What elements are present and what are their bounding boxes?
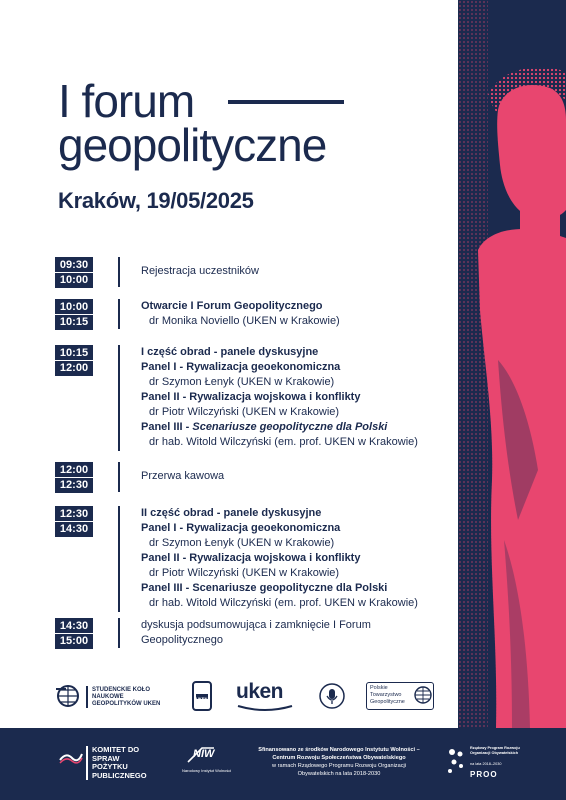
- time-box: [55, 618, 93, 649]
- speaker: dr hab. Witold Wilczyński (em. prof. UKEN w Krakowie): [149, 436, 418, 448]
- logo-divider: [86, 686, 88, 708]
- funding-line-2: Centrum Rozwoju Społeczeństwa Obywatelskiego: [272, 755, 406, 761]
- proo-description: Rządowy Program Rozwoju Organizacji Obywatelskich: [470, 746, 520, 755]
- speaker: dr Piotr Wilczyński (UKEN w Krakowie): [149, 406, 340, 418]
- end-time: 10:00: [59, 274, 89, 286]
- microphone-seal-icon: [318, 682, 346, 710]
- end-time: 12:30: [59, 479, 89, 491]
- speaker: dr Szymon Łenyk (UKEN w Krakowie): [149, 376, 335, 388]
- proo-years: na lata 2018–2030: [470, 762, 502, 766]
- event-date-location: Kraków, 19/05/2025: [58, 188, 254, 213]
- end-time: 10:15: [59, 316, 89, 328]
- niw-subtitle: Narodowy Instytut Wolności: [182, 768, 232, 773]
- item-title: Przerwa kawowa: [141, 470, 225, 482]
- uken-logo: uken: [236, 680, 284, 703]
- globe-icon: [56, 684, 84, 708]
- schedule-item: [55, 345, 455, 451]
- divider-bar: [118, 257, 120, 287]
- speaker: dr Szymon Łenyk (UKEN w Krakowie): [149, 537, 335, 549]
- start-time: 12:00: [59, 464, 89, 476]
- time-box: [55, 257, 93, 288]
- item-title: II część obrad - panele dyskusyjne: [141, 507, 322, 519]
- item-title: Rejestracja uczestników: [141, 265, 259, 277]
- panel-title: Panel II - Rywalizacja wojskowa i konflikty: [141, 552, 361, 564]
- title-line-1: I forum: [58, 75, 195, 127]
- funding-line-4: Obywatelskich na lata 2018-2030: [297, 771, 381, 777]
- partner-logos: [0, 672, 458, 722]
- panel-italic-title: Scenariusze geopolityczne dla Polski: [192, 421, 388, 433]
- time-box: [55, 299, 93, 330]
- panel-title: Panel III - Scenariusze geopolityczne dla Polski: [141, 582, 388, 594]
- statue-icon: [458, 0, 566, 728]
- start-time: 12:30: [59, 508, 89, 520]
- kolo-naukowe-logo-text: STUDENCKIE KOŁO NAUKOWE GEOPOLITYKÓW UKEN: [92, 687, 161, 707]
- end-time: 15:00: [59, 635, 89, 647]
- proo-icon: [446, 746, 466, 776]
- statue-illustration: [458, 0, 566, 728]
- globe-icon: [414, 686, 432, 704]
- item-title: Otwarcie I Forum Geopolitycznego: [141, 300, 323, 312]
- start-time: 14:30: [59, 620, 89, 632]
- divider-bar: [118, 506, 120, 612]
- speaker: dr Monika Noviello (UKEN w Krakowie): [149, 315, 340, 327]
- item-title: I część obrad - panele dyskusyjne: [141, 346, 319, 358]
- title-rule: [228, 100, 344, 104]
- start-time: 10:15: [59, 347, 89, 359]
- divider-bar: [118, 299, 120, 329]
- end-time: 12:00: [59, 362, 89, 374]
- komitet-logo-text: KOMITET DO SPRAW POŻYTKU PUBLICZNEGO: [92, 745, 147, 780]
- funding-text: [250, 746, 428, 778]
- funding-line-3: w ramach Rządowego Programu Rozwoju Organizacji: [272, 763, 406, 769]
- title-line-2: geopolityczne: [58, 119, 327, 171]
- item-title-cont: Geopolitycznego: [141, 634, 223, 646]
- panel-title: [141, 420, 461, 435]
- schedule-item: [55, 257, 455, 287]
- divider-bar: [118, 618, 120, 648]
- divider-bar: [118, 462, 120, 492]
- divider-bar: [118, 345, 120, 451]
- panel-title: Panel I - Rywalizacja geoekonomiczna: [141, 522, 341, 534]
- start-time: 10:00: [59, 301, 89, 313]
- start-time: 09:30: [59, 259, 89, 271]
- speaker: dr Piotr Wilczyński (UKEN w Krakowie): [149, 567, 340, 579]
- panel-label: Panel III -: [141, 421, 193, 433]
- proo-logo: PROO: [470, 770, 498, 779]
- end-time: 14:30: [59, 523, 89, 535]
- book-icon: [236, 704, 294, 712]
- ptg-logo-text: Polskie Towarzystwo Geopolityczne: [370, 685, 405, 705]
- schedule-item: [55, 618, 455, 648]
- funding-line-1: Sfinansowano ze środków Narodowego Instytutu Wolności –: [258, 747, 420, 753]
- footer-divider: [86, 746, 88, 780]
- time-box: [55, 462, 93, 493]
- schedule-item: [55, 299, 455, 329]
- item-title: dyskusja podsumowująca i zamknięcie I Forum: [141, 619, 371, 631]
- time-box: [55, 345, 93, 376]
- schedule-item: [55, 462, 455, 492]
- schedule-item: [55, 506, 455, 612]
- time-box: [55, 506, 93, 537]
- niw-logo: NIW: [193, 748, 215, 760]
- uken-small-logo-text: UKEN: [196, 696, 208, 701]
- footer: [0, 728, 566, 800]
- flag-icon: [58, 748, 84, 766]
- panel-title: Panel II - Rywalizacja wojskowa i konflikty: [141, 391, 361, 403]
- panel-title: Panel I - Rywalizacja geoekonomiczna: [141, 361, 341, 373]
- speaker: dr hab. Witold Wilczyński (em. prof. UKEN w Krakowie): [149, 597, 418, 609]
